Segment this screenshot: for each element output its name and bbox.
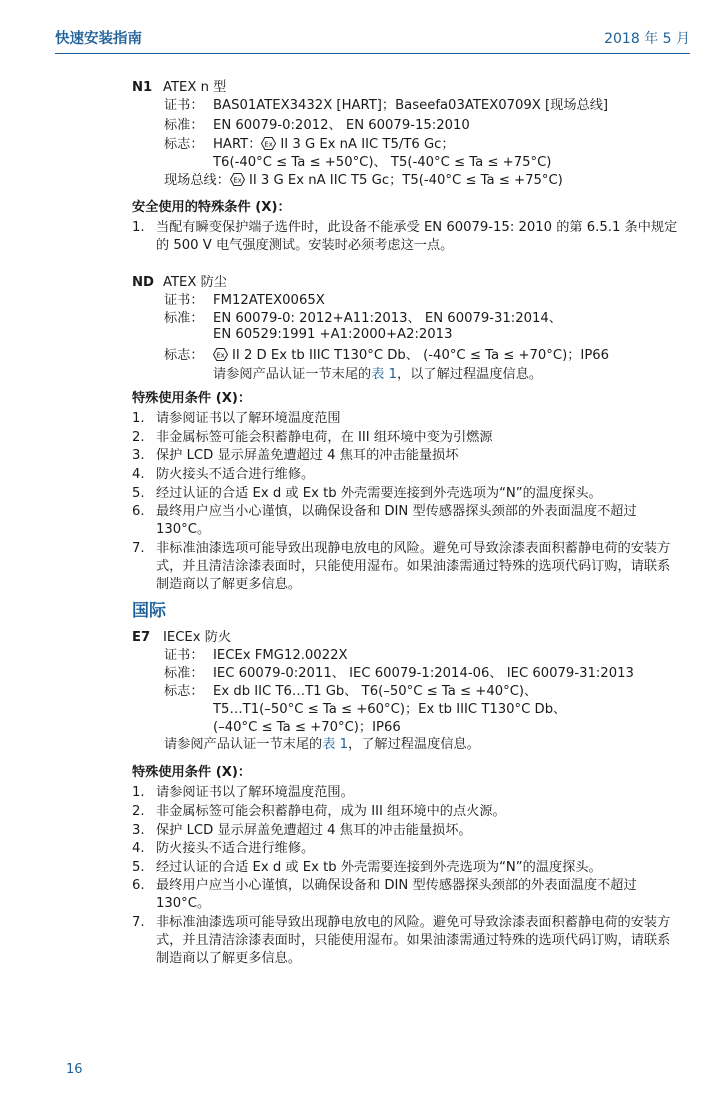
- list-number: 3.: [132, 823, 145, 838]
- fieldbus-marking: II 3 G Ex nA IIC T5 Gc；T5(-40°C ≤ Ta ≤ +75°C): [248, 173, 563, 188]
- nd-conditions-title: 特殊使用条件 (X)：: [132, 391, 252, 406]
- list-number: 7.: [132, 541, 145, 556]
- list-number: 2.: [132, 804, 145, 819]
- e7-cert: IECEx FMG12.0022X: [213, 648, 348, 663]
- svg-text:Ex: Ex: [233, 176, 242, 185]
- list-item: 非标准油漆选项可能导致出现静电放电的风险。避免可导致涂漆表面积蓄静电荷的安装方式，并且清洁涂漆表面时，只能使用湿布。如果油漆需通过特殊的选项代码订购，请联系制造商以了解更多信息。: [156, 915, 671, 966]
- e7-standard: IEC 60079-0:2011、 IEC 60079-1:2014-06、 IEC 60079-31:2013: [213, 666, 634, 681]
- nd-marking-text: II 2 D Ex tb IIIC T130°C Db、 (-40°C ≤ Ta ≤ +70°C)；IP66: [232, 348, 610, 363]
- list-number: 5.: [132, 486, 145, 501]
- svg-text:Ex: Ex: [216, 351, 225, 360]
- page-header-title: 快速安装指南: [55, 31, 142, 47]
- e7-conditions-title: 特殊使用条件 (X)：: [132, 765, 252, 780]
- n1-marking-hart-temps: T6(-40°C ≤ Ta ≤ +50°C)、 T5(-40°C ≤ Ta ≤ +75°C): [213, 155, 552, 170]
- n1-standard: EN 60079-0:2012、 EN 60079-15:2010: [213, 118, 470, 133]
- list-item: 防火接头不适合进行维修。: [156, 841, 315, 856]
- table-1-link[interactable]: 表 1: [322, 737, 349, 752]
- list-number: 6.: [132, 878, 145, 893]
- note-prefix: 请参阅产品认证一节末尾的: [213, 367, 372, 382]
- list-item: 经过认证的合适 Ex d 或 Ex tb 外壳需要连接到外壳选项为“N”的温度探头。: [156, 860, 602, 875]
- section-e7-heading: [132, 629, 231, 647]
- list-item: 请参阅证书以了解环境温度范围: [156, 411, 341, 426]
- e7-marking: Ex db IIC T6…T1 Gb、 T6(–50°C ≤ Ta ≤ +40°C)、: [213, 684, 538, 699]
- nd-standard: EN 60079-0: 2012+A11:2013、 EN 60079-31:2014、: [213, 311, 562, 326]
- ex-hexagon-icon: [230, 173, 245, 186]
- list-item: 最终用户应当小心谨慎，以确保设备和 DIN 型传感器探头颈部的外表面温度不超过 130°C。: [156, 504, 637, 537]
- n1-marking-fieldbus: [164, 172, 563, 190]
- e7-marking-cont: (–40°C ≤ Ta ≤ +70°C)；IP66: [213, 720, 401, 735]
- section-title: ATEX 防尘: [163, 275, 227, 290]
- table-1-link[interactable]: 表 1: [371, 367, 398, 382]
- list-item: 当配有瞬变保护端子选件时，此设备不能承受 EN 60079-15: 2010 的第 6.5.1 条中规定的 500 V 电气强度测试。安装时必须考虑这一点。: [156, 220, 678, 253]
- list-item: 保护 LCD 显示屏盖免遭超过 4 焦耳的冲击能量损坏。: [156, 823, 472, 838]
- cert-label: 证书：: [164, 98, 204, 113]
- list-number: 1.: [132, 220, 145, 235]
- section-nd-heading: [132, 274, 227, 292]
- international-heading: 国际: [132, 601, 166, 621]
- section-n1-heading: [132, 79, 226, 97]
- marking-label: 标志：: [164, 137, 204, 152]
- list-number: 1.: [132, 785, 145, 800]
- marking-label: 标志：: [164, 348, 204, 363]
- section-code: ND: [132, 275, 154, 290]
- list-number: 4.: [132, 467, 145, 482]
- list-item: 请参阅证书以了解环境温度范围。: [156, 785, 354, 800]
- list-item: 最终用户应当小心谨慎，以确保设备和 DIN 型传感器探头颈部的外表面温度不超过 130°C。: [156, 878, 637, 911]
- nd-marking: [213, 347, 609, 365]
- nd-note: [213, 366, 542, 384]
- standard-label: 标准：: [164, 311, 204, 326]
- note-suffix: ，了解过程温度信息。: [348, 737, 480, 752]
- page-header-date: 2018 年 5 月: [604, 31, 690, 47]
- list-item: 非金属标签可能会积蓄静电荷，在 III 组环境中变为引燃源: [156, 430, 493, 445]
- standard-label: 标准：: [164, 118, 204, 133]
- e7-note: [164, 736, 480, 754]
- list-number: 6.: [132, 504, 145, 519]
- list-item: 防火接头不适合进行维修。: [156, 467, 315, 482]
- n1-marking-hart: [213, 136, 455, 154]
- cert-label: 证书：: [164, 648, 204, 663]
- ex-hexagon-icon: [213, 348, 228, 361]
- note-suffix: ，以了解过程温度信息。: [397, 367, 543, 382]
- nd-standard-cont: EN 60529:1991 +A1:2000+A2:2013: [213, 327, 453, 342]
- hart-prefix: HART：: [213, 137, 262, 152]
- fieldbus-prefix: 现场总线：: [164, 173, 230, 188]
- hart-marking: II 3 G Ex nA IIC T5/T6 Gc；: [280, 137, 455, 152]
- list-item: 经过认证的合适 Ex d 或 Ex tb 外壳需要连接到外壳选项为“N”的温度探头。: [156, 486, 602, 501]
- list-number: 2.: [132, 430, 145, 445]
- note-prefix: 请参阅产品认证一节末尾的: [164, 737, 323, 752]
- list-item: 非金属标签可能会积蓄静电荷，成为 III 组环境中的点火源。: [156, 804, 506, 819]
- nd-cert: FM12ATEX0065X: [213, 293, 325, 308]
- cert-label: 证书：: [164, 293, 204, 308]
- list-number: 5.: [132, 860, 145, 875]
- section-title: IECEx 防火: [163, 630, 232, 645]
- ex-hexagon-icon: [261, 137, 276, 150]
- e7-marking-cont: T5…T1(–50°C ≤ Ta ≤ +60°C)；Ex tb IIIC T130°C Db、: [213, 702, 567, 717]
- list-number: 4.: [132, 841, 145, 856]
- section-code: N1: [132, 80, 153, 95]
- list-number: 3.: [132, 448, 145, 463]
- n1-conditions-title: 安全使用的特殊条件 (X)：: [132, 200, 291, 215]
- header-rule: [55, 53, 690, 54]
- list-item: 保护 LCD 显示屏盖免遭超过 4 焦耳的冲击能量损坏: [156, 448, 459, 463]
- section-title: ATEX n 型: [163, 80, 227, 95]
- section-code: E7: [132, 630, 151, 645]
- list-number: 1.: [132, 411, 145, 426]
- page-number: 16: [66, 1062, 83, 1077]
- list-item: 非标准油漆选项可能导致出现静电放电的风险。避免可导致涂漆表面积蓄静电荷的安装方式，并且清洁涂漆表面时，只能使用湿布。如果油漆需通过特殊的选项代码订购，请联系制造商以了解更多信息。: [156, 541, 671, 592]
- svg-text:Ex: Ex: [264, 140, 274, 149]
- marking-label: 标志：: [164, 684, 204, 699]
- standard-label: 标准：: [164, 666, 204, 681]
- list-number: 7.: [132, 915, 145, 930]
- n1-cert: BAS01ATEX3432X [HART]；Baseefa03ATEX0709X [现场总线]: [213, 98, 609, 113]
